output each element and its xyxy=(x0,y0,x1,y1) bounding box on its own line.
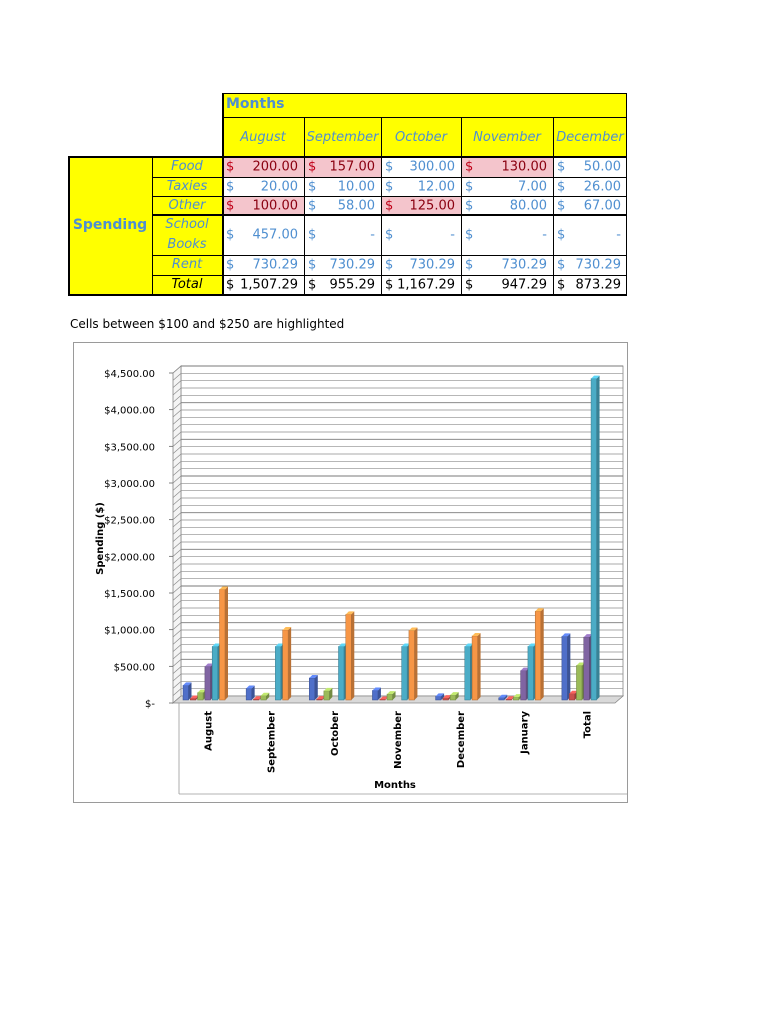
bar-august-s5 xyxy=(220,586,229,700)
bar-front xyxy=(465,646,471,700)
cell-r1-c0 xyxy=(222,177,304,196)
row-label-0: Food xyxy=(152,157,222,177)
cell-value: 7.00 xyxy=(518,179,547,194)
x-tick-label: November xyxy=(393,711,404,769)
bar-total-s4 xyxy=(591,376,600,700)
border-row-thick-b xyxy=(152,255,627,256)
bar-front xyxy=(183,685,189,700)
border-row-thin-1 xyxy=(152,196,627,197)
cell-r2-c1 xyxy=(304,196,381,215)
cell-value: 125.00 xyxy=(409,198,455,213)
currency-symbol: $ xyxy=(226,198,235,213)
highlight-note: Cells between $100 and $250 are highlighted xyxy=(70,317,345,331)
cell-r3-c0 xyxy=(222,215,304,255)
month-header-2: October xyxy=(381,117,461,157)
currency-symbol: $ xyxy=(557,277,566,293)
cell-value: 1,507.29 xyxy=(240,277,298,293)
bar-front xyxy=(283,630,289,700)
currency-symbol: $ xyxy=(465,277,474,293)
row-label-3 xyxy=(152,215,222,255)
y-tick-label: $500.00 xyxy=(113,662,155,674)
y-tick-label: $1,500.00 xyxy=(104,589,155,600)
currency-symbol: $ xyxy=(465,227,474,243)
cell-value: 67.00 xyxy=(583,198,621,213)
cell-r5-c0 xyxy=(222,275,304,295)
cell-value: 200.00 xyxy=(252,159,298,175)
cell-value: - xyxy=(542,227,547,243)
cell-value: 10.00 xyxy=(337,179,375,194)
cell-r4-c0 xyxy=(222,255,304,275)
bar-october-s0 xyxy=(309,675,318,700)
cell-value: 955.29 xyxy=(329,277,375,293)
currency-symbol: $ xyxy=(308,227,317,243)
cell-r0-c1 xyxy=(304,157,381,177)
currency-symbol: $ xyxy=(226,257,235,273)
row-label-line-0: School xyxy=(165,217,209,232)
bar-side xyxy=(315,675,318,700)
bar-front xyxy=(190,699,196,700)
bar-front xyxy=(220,589,226,700)
bar-front xyxy=(324,691,330,700)
month-header-3: November xyxy=(461,117,553,157)
cell-r2-c0 xyxy=(222,196,304,215)
spending-chart xyxy=(73,342,628,803)
month-header-0: August xyxy=(222,117,304,157)
cell-r1-c2 xyxy=(381,177,461,196)
bar-front xyxy=(443,698,449,700)
cell-value: - xyxy=(450,227,455,243)
cell-value: 730.29 xyxy=(409,257,455,273)
bar-side xyxy=(225,586,228,700)
currency-symbol: $ xyxy=(226,277,235,293)
cell-r3-c3 xyxy=(461,215,553,255)
x-tick-label: January xyxy=(519,711,531,754)
bar-front xyxy=(521,671,527,700)
months-header-text: Months xyxy=(226,96,285,112)
cell-value: 457.00 xyxy=(252,227,298,243)
x-tick-label: Total xyxy=(582,711,594,739)
cell-value: 300.00 xyxy=(409,159,455,175)
bar-front xyxy=(198,693,204,700)
bar-side xyxy=(541,608,544,700)
bar-front xyxy=(387,694,393,700)
y-tick-label: $4,000.00 xyxy=(104,405,155,417)
bar-side xyxy=(414,628,417,700)
cell-r5-c4 xyxy=(553,275,627,295)
bar-front xyxy=(535,611,541,700)
cell-value: 100.00 xyxy=(252,198,298,213)
border-month-col-1 xyxy=(304,117,305,157)
bar-side xyxy=(597,376,600,700)
x-tick-label: September xyxy=(266,711,278,773)
bar-front xyxy=(499,698,505,700)
bar-september-s5 xyxy=(283,627,292,700)
x-tick-label: December xyxy=(456,711,468,769)
cell-r4-c1 xyxy=(304,255,381,275)
bar-front xyxy=(472,636,478,700)
bar-front xyxy=(212,646,218,700)
cell-r5-c1 xyxy=(304,275,381,295)
currency-symbol: $ xyxy=(385,277,394,293)
bar-november-s0 xyxy=(372,687,381,700)
bar-front xyxy=(372,690,378,700)
border-row-thick-a xyxy=(152,214,627,216)
bar-front xyxy=(275,646,281,700)
month-header-4: December xyxy=(553,117,627,157)
cell-value: - xyxy=(370,227,375,243)
y-tick-label: $- xyxy=(145,699,155,710)
cell-value: 157.00 xyxy=(329,159,375,175)
y-tick-label: $3,500.00 xyxy=(104,442,155,454)
cell-r1-c1 xyxy=(304,177,381,196)
bar-front xyxy=(409,631,415,700)
border-months-left xyxy=(222,93,224,157)
bar-front xyxy=(562,636,568,700)
border-month-col-3 xyxy=(461,117,462,157)
bar-october-s2 xyxy=(324,688,333,700)
cell-value: 1,167.29 xyxy=(397,277,455,293)
cell-r0-c0 xyxy=(222,157,304,177)
currency-symbol: $ xyxy=(308,198,317,213)
cell-value: 58.00 xyxy=(337,198,375,213)
cell-r0-c2 xyxy=(381,157,461,177)
bar-front xyxy=(380,699,386,700)
currency-symbol: $ xyxy=(385,159,394,175)
bar-side xyxy=(567,633,570,700)
bar-side xyxy=(189,682,192,700)
cell-r4-c4 xyxy=(553,255,627,275)
cell-r5-c3 xyxy=(461,275,553,295)
bar-front xyxy=(338,646,344,700)
bar-front xyxy=(346,614,352,700)
bar-front xyxy=(513,697,519,700)
x-tick-label: August xyxy=(203,711,215,751)
cell-r3-c4 xyxy=(553,215,627,255)
bar-august-s0 xyxy=(183,682,192,700)
cell-r2-c2 xyxy=(381,196,461,215)
spending-group-label xyxy=(68,157,152,295)
currency-symbol: $ xyxy=(557,179,566,194)
cell-value: - xyxy=(616,227,621,243)
currency-symbol: $ xyxy=(465,159,474,175)
cell-r3-c1 xyxy=(304,215,381,255)
cell-r3-c2 xyxy=(381,215,461,255)
bar-front xyxy=(569,694,575,700)
cell-value: 947.29 xyxy=(501,277,547,293)
cell-value: 730.29 xyxy=(575,257,621,273)
cell-value: 50.00 xyxy=(583,159,621,175)
currency-symbol: $ xyxy=(385,179,394,194)
y-tick-label: $1,000.00 xyxy=(104,625,155,637)
cell-r2-c3 xyxy=(461,196,553,215)
cell-value: 730.29 xyxy=(252,257,298,273)
cell-r0-c3 xyxy=(461,157,553,177)
border-months-top xyxy=(222,93,627,94)
currency-symbol: $ xyxy=(226,227,235,243)
cell-r1-c3 xyxy=(461,177,553,196)
bar-front xyxy=(309,678,315,700)
bar-front xyxy=(450,695,456,700)
y-tick-label: $2,000.00 xyxy=(104,552,155,564)
bar-front xyxy=(436,696,442,700)
cell-r5-c2 xyxy=(381,275,461,295)
currency-symbol: $ xyxy=(385,198,394,213)
cell-r2-c4 xyxy=(553,196,627,215)
row-label-4: Rent xyxy=(152,255,222,275)
currency-symbol: $ xyxy=(226,179,235,194)
currency-symbol: $ xyxy=(385,227,394,243)
month-header-1: September xyxy=(304,117,381,157)
bar-front xyxy=(402,646,408,700)
spending-table xyxy=(0,0,768,300)
currency-symbol: $ xyxy=(385,257,394,273)
currency-symbol: $ xyxy=(308,257,317,273)
bar-side xyxy=(288,627,291,700)
row-label-1: Taxies xyxy=(152,177,222,196)
plot-side-wall xyxy=(173,366,181,703)
currency-symbol: $ xyxy=(308,159,317,175)
row-label-line-1: Books xyxy=(167,237,207,252)
x-axis-title: Months xyxy=(374,780,416,791)
cell-value: 730.29 xyxy=(501,257,547,273)
border-table-left xyxy=(68,157,70,295)
currency-symbol: $ xyxy=(226,159,235,175)
bar-september-s0 xyxy=(246,685,255,700)
bar-january-s5 xyxy=(535,608,544,700)
bar-front xyxy=(261,696,267,700)
bar-front xyxy=(317,699,323,700)
currency-symbol: $ xyxy=(557,227,566,243)
bar-front xyxy=(205,666,211,700)
cell-r4-c2 xyxy=(381,255,461,275)
months-header xyxy=(222,93,627,117)
y-axis-title: Spending ($) xyxy=(95,502,106,575)
bar-front xyxy=(506,699,512,700)
cell-r1-c4 xyxy=(553,177,627,196)
currency-symbol: $ xyxy=(308,179,317,194)
border-months-bottom xyxy=(222,117,627,118)
border-month-col-4 xyxy=(553,117,554,157)
bar-front xyxy=(253,699,259,700)
bar-front xyxy=(591,379,597,700)
cell-value: 20.00 xyxy=(260,179,298,194)
bar-total-s0 xyxy=(562,633,571,700)
currency-symbol: $ xyxy=(465,198,474,213)
currency-symbol: $ xyxy=(308,277,317,293)
row-label-2: Other xyxy=(152,196,222,215)
currency-symbol: $ xyxy=(465,179,474,194)
bar-side xyxy=(351,611,354,700)
currency-symbol: $ xyxy=(557,198,566,213)
bar-side xyxy=(478,633,481,700)
cell-r4-c3 xyxy=(461,255,553,275)
spending-group-text: Spending xyxy=(72,217,148,233)
plot-floor xyxy=(173,696,623,703)
bar-november-s5 xyxy=(409,628,418,700)
cell-value: 130.00 xyxy=(501,159,547,175)
bar-front xyxy=(246,688,252,700)
bar-front xyxy=(576,666,582,700)
y-tick-label: $2,500.00 xyxy=(104,515,155,527)
cell-value: 730.29 xyxy=(329,257,375,273)
cell-value: 873.29 xyxy=(575,277,621,293)
border-row-thin-0 xyxy=(152,177,627,178)
border-month-col-2 xyxy=(381,117,382,157)
cell-value: 80.00 xyxy=(509,198,547,213)
currency-symbol: $ xyxy=(465,257,474,273)
y-tick-label: $4,500.00 xyxy=(104,369,155,380)
row-label-5: Total xyxy=(152,275,222,295)
border-row-total xyxy=(152,275,627,276)
y-tick-label: $3,000.00 xyxy=(104,479,155,490)
x-tick-label: October xyxy=(329,711,341,756)
currency-symbol: $ xyxy=(557,257,566,273)
currency-symbol: $ xyxy=(557,159,566,175)
cell-r0-c4 xyxy=(553,157,627,177)
bar-front xyxy=(584,637,590,700)
bar-december-s5 xyxy=(472,633,481,700)
cell-value: 12.00 xyxy=(417,179,455,194)
cell-value: 26.00 xyxy=(583,179,621,194)
bar-october-s5 xyxy=(346,611,355,700)
border-months-right xyxy=(626,93,627,157)
bar-front xyxy=(528,646,534,700)
